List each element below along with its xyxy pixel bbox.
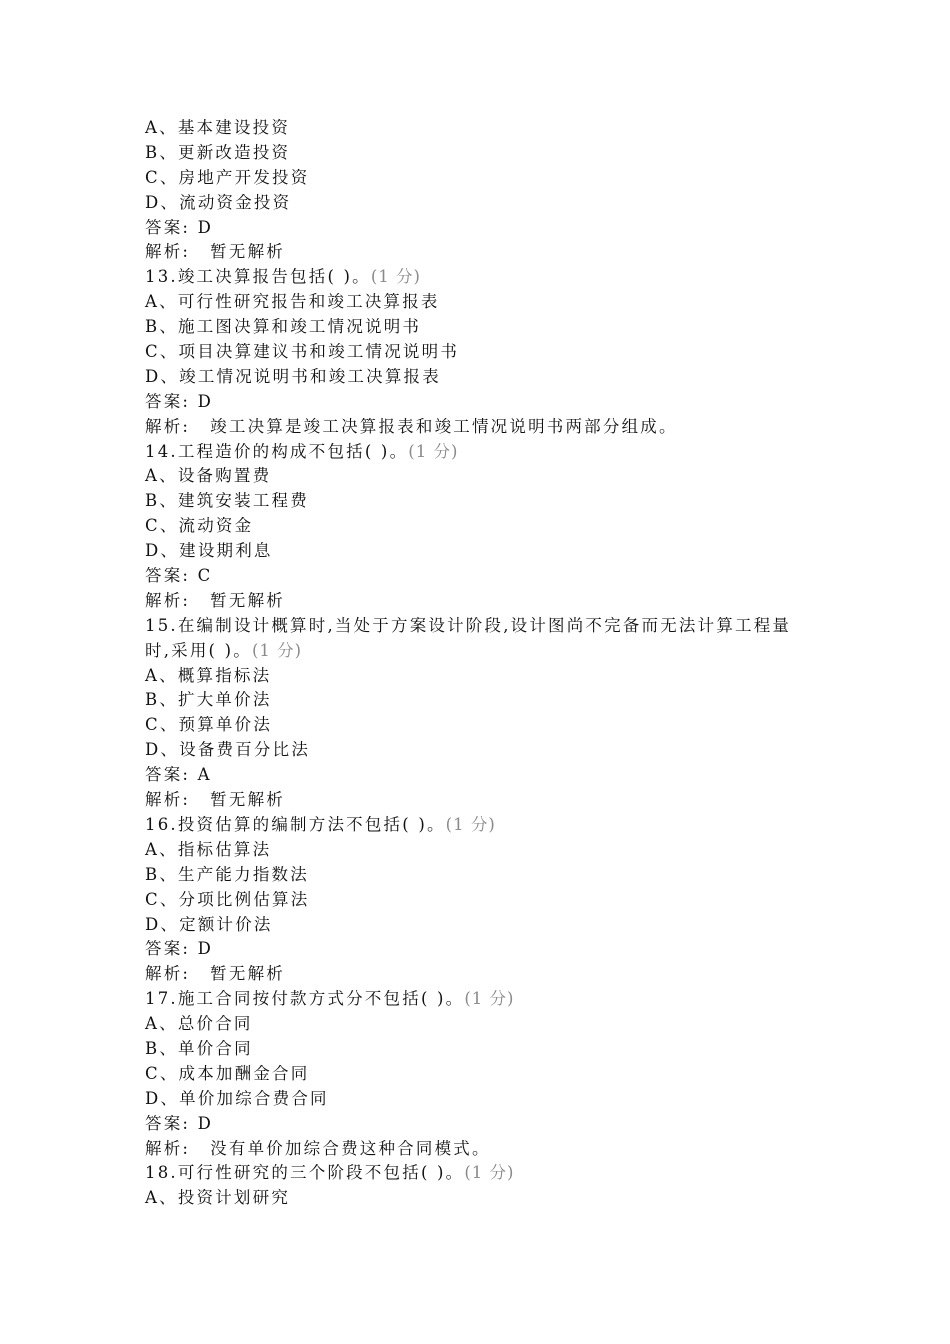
analysis-text: 竣工决算是竣工决算报表和竣工情况说明书两部分组成。: [210, 416, 678, 436]
option-b: B、更新改造投资: [145, 142, 291, 162]
question-stem: 可行性研究的三个阶段不包括( )。: [177, 1163, 465, 1183]
answer-line: 答案: D: [145, 1113, 214, 1133]
question-title: [145, 1161, 825, 1186]
question-number: 17.: [145, 989, 178, 1009]
option-c: C、流动资金: [145, 516, 254, 536]
answer-line: 答案: D: [145, 217, 214, 237]
option-c: C、成本加酬金合同: [145, 1063, 310, 1083]
question-stem: 竣工决算报告包括( )。: [177, 267, 371, 287]
question-stem: 施工合同按付款方式分不包括( )。: [177, 989, 465, 1009]
option-b: B、建筑安装工程费: [145, 491, 309, 511]
question-number: 18.: [145, 1163, 178, 1183]
analysis-line: [145, 788, 825, 813]
option-a: A、基本建设投资: [145, 118, 291, 137]
question-title: [145, 987, 825, 1012]
question-number: 16.: [145, 814, 178, 834]
analysis-label: 解析:: [145, 964, 191, 984]
option-b: B、施工图决算和竣工情况说明书: [145, 317, 422, 337]
option-a: A、概算指标法: [145, 665, 272, 685]
question-stem-continued: 时,采用( )。: [145, 640, 252, 660]
analysis-label: 解析:: [145, 590, 191, 610]
analysis-line: [145, 240, 825, 265]
analysis-line: [145, 1137, 825, 1162]
option-d: D、竣工情况说明书和竣工决算报表: [145, 366, 441, 386]
analysis-line: [145, 962, 825, 987]
question-title: [145, 614, 825, 639]
question-stem: 投资估算的编制方法不包括( )。: [177, 814, 446, 834]
option-d: D、设备费百分比法: [145, 740, 311, 760]
option-a: A、指标估算法: [145, 839, 272, 859]
question-title-continued: [145, 639, 825, 664]
option-c: C、项目决算建议书和竣工情况说明书: [145, 342, 460, 362]
analysis-text: 暂无解析: [210, 964, 285, 984]
answer-line: 答案: D: [145, 939, 214, 959]
question-title: [145, 440, 825, 465]
option-c: C、分项比例估算法: [145, 889, 310, 909]
question-score: (1 分): [445, 814, 496, 834]
question-stem: 工程造价的构成不包括( )。: [177, 441, 409, 461]
answer-line: 答案: C: [145, 566, 213, 586]
question-title: [145, 813, 825, 838]
option-a: A、总价合同: [145, 1014, 253, 1034]
question-stem: 在编制设计概算时,当处于方案设计阶段,设计图尚不完备而无法计算工程量: [177, 615, 792, 635]
answer-line: 答案: D: [145, 391, 214, 411]
question-score: (1 分): [370, 267, 421, 287]
question-score: (1 分): [251, 640, 303, 660]
option-a: A、可行性研究报告和竣工决算报表: [145, 292, 440, 312]
analysis-label: 解析:: [145, 790, 191, 810]
question-title: [145, 265, 825, 290]
question-score: (1 分): [408, 441, 459, 461]
analysis-label: 解析:: [145, 1138, 191, 1158]
question-number: 13.: [145, 267, 178, 287]
answer-line: 答案: A: [145, 765, 212, 785]
analysis-line: [145, 589, 825, 614]
option-a: A、投资计划研究: [145, 1188, 291, 1208]
analysis-text: 暂无解析: [210, 790, 285, 810]
option-b: B、生产能力指数法: [145, 864, 309, 884]
question-number: 15.: [145, 615, 178, 635]
option-c: C、预算单价法: [145, 715, 273, 735]
option-d: D、流动资金投资: [145, 192, 292, 212]
analysis-text: 暂无解析: [210, 590, 285, 610]
option-c: C、房地产开发投资: [145, 167, 310, 187]
question-score: (1 分): [464, 1163, 515, 1183]
analysis-text: 暂无解析: [210, 242, 285, 262]
option-b: B、单价合同: [145, 1038, 253, 1058]
document-page: [145, 116, 825, 1211]
option-a: A、设备购置费: [145, 466, 272, 486]
analysis-label: 解析:: [145, 242, 191, 262]
option-d: D、定额计价法: [145, 914, 273, 934]
question-number: 14.: [145, 441, 178, 461]
option-d: D、单价加综合费合同: [145, 1088, 329, 1108]
analysis-text: 没有单价加综合费这种合同模式。: [210, 1138, 491, 1158]
option-b: B、扩大单价法: [145, 690, 272, 710]
analysis-line: [145, 415, 825, 440]
question-score: (1 分): [464, 989, 515, 1009]
option-d: D、建设期利息: [145, 541, 273, 561]
analysis-label: 解析:: [145, 416, 191, 436]
